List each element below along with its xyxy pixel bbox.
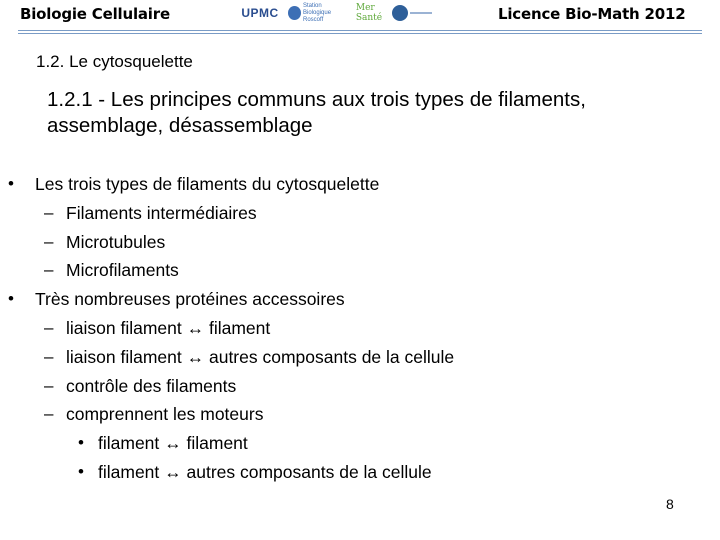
bullet-marker: – — [44, 318, 54, 337]
sante-logo-line1: Mer — [355, 3, 375, 13]
bullet-level-2-text: comprennent les moteurs — [66, 404, 264, 425]
page-number: 8 — [666, 496, 674, 512]
bullet-level-1-text: Très nombreuses protéines accessoires — [35, 289, 345, 310]
cri-logo — [390, 3, 434, 23]
station-logo-mark — [288, 6, 301, 20]
subsection-title: 1.2.1 - Les principes communs aux trois types de filaments, assemblage, désassemblage — [47, 88, 586, 137]
header-divider — [18, 30, 702, 31]
bullet-marker: • — [8, 289, 14, 309]
section-title: 1.2. Le cytosquelette — [36, 52, 193, 71]
station-biologique-logo — [288, 3, 348, 23]
bullet-level-2-text: liaison filament ↔ autres composants de la cellule — [66, 346, 455, 367]
bullet-marker: – — [44, 346, 54, 366]
bullet-level-1-text: Les trois types de filaments du cytosquelette — [35, 174, 380, 194]
sante-logo-line2: Santé — [355, 13, 383, 23]
station-logo-line2: Roscoff — [303, 16, 324, 23]
bullet-marker: • — [8, 174, 14, 193]
bullet-level-3-text: filament ↔ filament — [98, 433, 248, 454]
bullet-level-2-text: Microfilaments — [66, 260, 179, 281]
upmc-logo: UPMC — [241, 6, 279, 20]
bullet-marker: – — [44, 231, 54, 251]
bullet-marker: – — [44, 375, 54, 395]
header-divider-secondary — [18, 33, 702, 34]
course-title: Biologie Cellulaire — [20, 5, 170, 23]
course-program: Licence Bio-Math 2012 — [498, 5, 686, 23]
bullet-level-2-text: Microtubules — [66, 231, 166, 252]
cri-logo-mark — [392, 5, 408, 21]
bullet-level-2-text: contrôle des filaments — [66, 375, 237, 396]
bullet-marker: – — [44, 404, 54, 424]
partner-logos — [236, 2, 434, 24]
bullet-level-2-text: liaison filament ↔ filament — [66, 318, 271, 338]
bullet-marker: – — [44, 202, 54, 222]
mer-sante-logo — [352, 2, 386, 24]
bullet-level-3-text: filament ↔ autres composants de la cellule — [98, 462, 432, 482]
cri-logo-bar — [410, 12, 432, 14]
bullet-marker: • — [78, 462, 84, 481]
station-logo-line1: Station Biologique — [303, 2, 332, 16]
bullet-marker: – — [44, 260, 54, 280]
bullet-marker: • — [78, 433, 84, 453]
bullet-level-2-text: Filaments intermédiaires — [66, 202, 257, 223]
